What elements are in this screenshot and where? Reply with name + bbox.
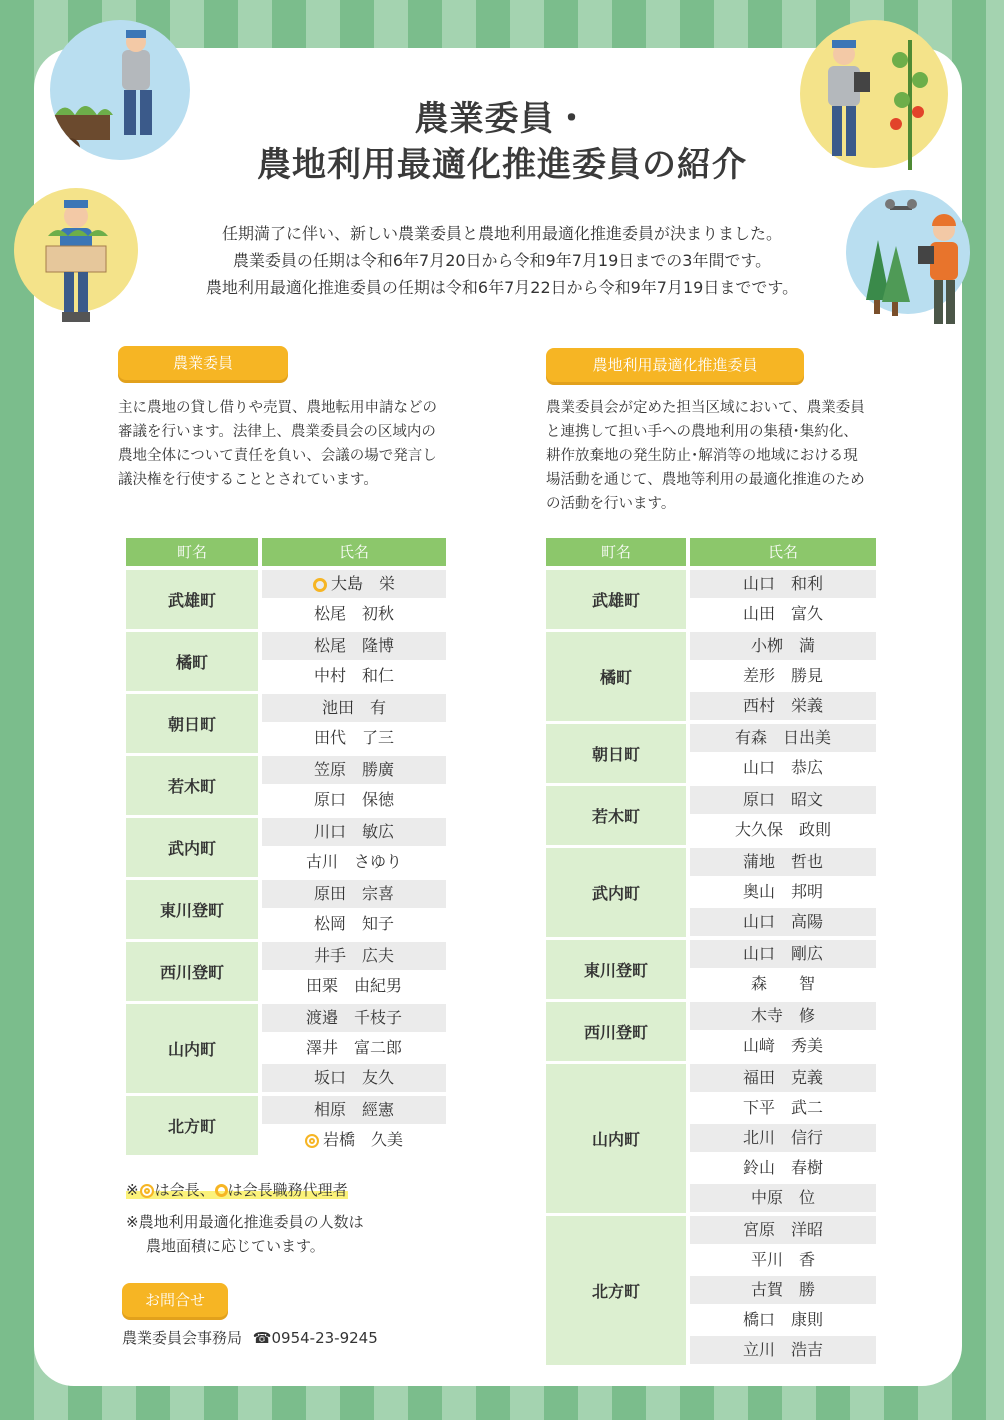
title-line-1: 農業委員・ bbox=[414, 99, 590, 139]
note-line: 農地面積に応じています。 bbox=[146, 1237, 325, 1255]
header-name: 氏名 bbox=[690, 538, 876, 566]
member-name: 山口 剛広 bbox=[690, 940, 876, 968]
member-name: 山口 恭広 bbox=[742, 758, 823, 777]
town-cell: 橘町 bbox=[546, 632, 686, 721]
member-name: 下平 武二 bbox=[742, 1098, 823, 1117]
member-name-text: 岩橋 久美 bbox=[322, 1130, 403, 1149]
desc-line: と連携して担い手への農地利用の集積･集約化、 bbox=[546, 424, 858, 440]
desc-line: 農業委員会が定めた担当区域において、農業委員 bbox=[546, 400, 865, 416]
town-cell: 橘町 bbox=[126, 632, 258, 691]
member-name: 松尾 隆博 bbox=[262, 632, 446, 660]
deputy-mark-icon bbox=[215, 1184, 228, 1197]
header-name: 氏名 bbox=[262, 538, 446, 566]
member-name: 奥山 邦明 bbox=[742, 882, 823, 901]
member-name: 有森 日出美 bbox=[690, 724, 876, 752]
town-cell: 西川登町 bbox=[546, 1002, 686, 1061]
contact-badge: お問合せ bbox=[122, 1283, 228, 1317]
note-prefix: ※ bbox=[126, 1181, 139, 1199]
member-name: 川口 敏広 bbox=[262, 818, 446, 846]
town-cell: 若木町 bbox=[546, 786, 686, 845]
intro-line: 任期満了に伴い、新しい農業委員と農地利用最適化推進委員が決まりました。 bbox=[221, 224, 782, 243]
intro-line: 農業委員の任期は令和6年7月20日から令和9年7月19日までの3年間です。 bbox=[232, 251, 772, 270]
member-name: 山口 高陽 bbox=[690, 908, 876, 936]
member-name: 蒲地 哲也 bbox=[690, 848, 876, 876]
member-name: 福田 克義 bbox=[690, 1064, 876, 1092]
member-name-text: 大島 栄 bbox=[330, 574, 395, 593]
member-name: 坂口 友久 bbox=[262, 1064, 446, 1092]
member-name: 差形 勝見 bbox=[742, 666, 823, 685]
town-cell: 武雄町 bbox=[546, 570, 686, 629]
header-town: 町名 bbox=[126, 538, 258, 566]
member-name: 松尾 初秋 bbox=[313, 604, 394, 623]
chairman-mark-icon bbox=[140, 1184, 154, 1198]
member-name: 原田 宗喜 bbox=[262, 880, 446, 908]
title-line-2: 農地利用最適化推進委員の紹介 bbox=[257, 145, 747, 185]
note-deputy-text: は会長職務代理者 bbox=[227, 1181, 348, 1199]
member-name: 古賀 勝 bbox=[690, 1276, 876, 1304]
contact-info bbox=[122, 1326, 378, 1350]
member-name: 井手 広夫 bbox=[262, 942, 446, 970]
legend-note bbox=[126, 1178, 348, 1202]
member-name bbox=[262, 570, 446, 598]
intro-line: 農地利用最適化推進委員の任期は令和6年7月22日から令和9年7月19日までです。 bbox=[205, 278, 799, 297]
member-name: 大久保 政則 bbox=[734, 820, 831, 839]
town-cell: 北方町 bbox=[546, 1216, 686, 1365]
town-cell: 山内町 bbox=[546, 1064, 686, 1213]
member-name: 笠原 勝廣 bbox=[262, 756, 446, 784]
desc-line: 農地全体について責任を負い、会議の場で発言し bbox=[118, 448, 437, 464]
member-name: 田栗 由紀男 bbox=[305, 976, 402, 995]
member-name: 木寺 修 bbox=[690, 1002, 876, 1030]
desc-line: 議決権を行使することとされています。 bbox=[118, 472, 378, 488]
contact-phone[interactable]: ☎0954-23-9245 bbox=[252, 1329, 378, 1347]
town-cell: 武内町 bbox=[546, 848, 686, 937]
member-name bbox=[262, 1126, 446, 1154]
member-name: 池田 有 bbox=[262, 694, 446, 722]
member-name: 小栁 満 bbox=[690, 632, 876, 660]
town-cell: 東川登町 bbox=[546, 940, 686, 999]
intro-text bbox=[0, 220, 1004, 301]
member-name: 立川 浩吉 bbox=[690, 1336, 876, 1364]
member-name: 橋口 康則 bbox=[742, 1310, 823, 1329]
left-section-badge: 農業委員 bbox=[118, 346, 288, 380]
member-name: 松岡 知子 bbox=[313, 914, 394, 933]
town-cell: 武内町 bbox=[126, 818, 258, 877]
member-name: 古川 さゆり bbox=[305, 852, 402, 871]
member-name: 渡邉 千枝子 bbox=[262, 1004, 446, 1032]
chairman-mark-icon bbox=[305, 1134, 319, 1148]
member-name: 中村 和仁 bbox=[313, 666, 394, 685]
right-description bbox=[546, 396, 865, 516]
town-cell: 朝日町 bbox=[126, 694, 258, 753]
member-name: 山﨑 秀美 bbox=[742, 1036, 823, 1055]
town-cell: 若木町 bbox=[126, 756, 258, 815]
desc-line: の活動を行います。 bbox=[546, 496, 676, 512]
desc-line: 主に農地の貸し借りや売買、農地転用申請などの bbox=[118, 400, 437, 416]
town-cell: 山内町 bbox=[126, 1004, 258, 1093]
member-name: 原口 昭文 bbox=[690, 786, 876, 814]
member-name: 原口 保徳 bbox=[313, 790, 394, 809]
desc-line: 耕作放棄地の発生防止･解消等の地域における現 bbox=[546, 448, 858, 464]
page-title bbox=[0, 96, 1004, 188]
member-name: 相原 經憲 bbox=[262, 1096, 446, 1124]
member-name: 山口 和利 bbox=[690, 570, 876, 598]
count-note bbox=[126, 1210, 364, 1258]
member-name: 宮原 洋昭 bbox=[690, 1216, 876, 1244]
member-name: 鈴山 春樹 bbox=[742, 1158, 823, 1177]
member-name: 山田 富久 bbox=[742, 604, 823, 623]
town-cell: 朝日町 bbox=[546, 724, 686, 783]
member-name: 中原 位 bbox=[690, 1184, 876, 1212]
town-cell: 武雄町 bbox=[126, 570, 258, 629]
deputy-mark-icon bbox=[313, 578, 327, 592]
member-name: 澤井 富二郎 bbox=[305, 1038, 402, 1057]
desc-line: 審議を行います。法律上、農業委員会の区域内の bbox=[118, 424, 436, 440]
member-name: 北川 信行 bbox=[690, 1124, 876, 1152]
town-cell: 北方町 bbox=[126, 1096, 258, 1155]
desc-line: 場活動を通じて、農地等利用の最適化推進のため bbox=[546, 472, 865, 488]
contact-office: 農業委員会事務局 bbox=[122, 1329, 243, 1347]
town-cell: 東川登町 bbox=[126, 880, 258, 939]
header-town: 町名 bbox=[546, 538, 686, 566]
note-line: ※農地利用最適化推進委員の人数は bbox=[126, 1213, 364, 1231]
left-description bbox=[118, 396, 437, 492]
right-section-badge: 農地利用最適化推進委員 bbox=[546, 348, 804, 382]
member-name: 田代 了三 bbox=[313, 728, 394, 747]
member-name: 平川 香 bbox=[750, 1250, 815, 1269]
town-cell: 西川登町 bbox=[126, 942, 258, 1001]
member-name: 森 智 bbox=[750, 974, 815, 993]
member-name: 西村 栄義 bbox=[690, 692, 876, 720]
note-chairman-text: は会長、 bbox=[154, 1181, 215, 1199]
